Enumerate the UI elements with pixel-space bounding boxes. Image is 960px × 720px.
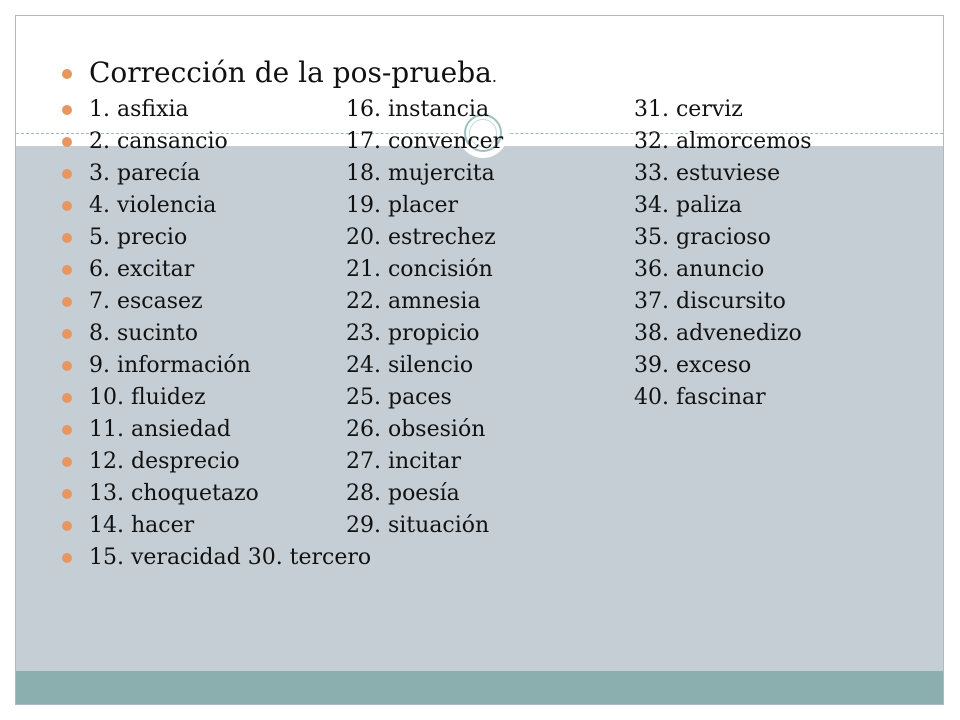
list-item: 36. anuncio bbox=[634, 257, 765, 282]
bullet-icon bbox=[62, 265, 72, 275]
bullet-icon bbox=[62, 361, 72, 371]
list-item: 18. mujercita bbox=[346, 161, 495, 186]
list-item: 34. paliza bbox=[634, 193, 742, 218]
list-item: 8. sucinto bbox=[89, 321, 199, 346]
bullet-icon bbox=[62, 553, 72, 563]
list-item: 32. almorcemos bbox=[634, 129, 812, 154]
list-item: 33. estuviese bbox=[634, 161, 781, 186]
bullet-icon bbox=[62, 201, 72, 211]
list-item: 29. situación bbox=[346, 513, 490, 538]
list-item: 5. precio bbox=[89, 225, 188, 250]
list-item: 10. fluidez bbox=[89, 385, 206, 410]
list-item: 16. instancia bbox=[346, 97, 490, 122]
list-item: 6. excitar bbox=[89, 257, 195, 282]
list-item: 13. choquetazo bbox=[89, 481, 259, 506]
bullet-icon bbox=[62, 329, 72, 339]
bullet-icon bbox=[62, 489, 72, 499]
list-item-last: 15. veracidad 30. tercero bbox=[89, 545, 372, 570]
list-item: 7. escasez bbox=[89, 289, 203, 314]
list-item: 26. obsesión bbox=[346, 417, 486, 442]
list-item: 38. advenedizo bbox=[634, 321, 802, 346]
list-item: 21. concisión bbox=[346, 257, 493, 282]
list-item: 37. discursito bbox=[634, 289, 786, 314]
title-text: Corrección de la pos-prueba bbox=[89, 56, 492, 89]
list-item: 20. estrechez bbox=[346, 225, 496, 250]
bullet-icon bbox=[62, 105, 72, 115]
list-item: 40. fascinar bbox=[634, 385, 766, 410]
list-item: 3. parecía bbox=[89, 161, 201, 186]
list-item: 31. cerviz bbox=[634, 97, 743, 122]
title-period: . bbox=[491, 67, 497, 86]
slide-title bbox=[89, 56, 497, 89]
bullet-icon bbox=[62, 457, 72, 467]
list-item: 19. placer bbox=[346, 193, 459, 218]
bullet-icon bbox=[62, 69, 72, 79]
bullet-icon bbox=[62, 521, 72, 531]
list-item: 17. convencer bbox=[346, 129, 504, 154]
list-item: 27. incitar bbox=[346, 449, 462, 474]
list-item: 12. desprecio bbox=[89, 449, 240, 474]
list-item: 2. cansancio bbox=[89, 129, 228, 154]
list-item: 22. amnesia bbox=[346, 289, 481, 314]
list-item: 4. violencia bbox=[89, 193, 217, 218]
list-item: 35. gracioso bbox=[634, 225, 771, 250]
bullet-icon bbox=[62, 297, 72, 307]
list-item: 9. información bbox=[89, 353, 251, 378]
bullet-icon bbox=[62, 233, 72, 243]
bullet-icon bbox=[62, 169, 72, 179]
bullet-icon bbox=[62, 137, 72, 147]
bullet-icon bbox=[62, 425, 72, 435]
list-item: 28. poesía bbox=[346, 481, 460, 506]
list-item: 23. propicio bbox=[346, 321, 480, 346]
list-item: 11. ansiedad bbox=[89, 417, 231, 442]
list-item: 39. exceso bbox=[634, 353, 752, 378]
list-item: 1. asfixia bbox=[89, 97, 189, 122]
list-item: 14. hacer bbox=[89, 513, 195, 538]
bullet-icon bbox=[62, 393, 72, 403]
list-item: 25. paces bbox=[346, 385, 452, 410]
list-item: 24. silencio bbox=[346, 353, 474, 378]
slide-footer-band bbox=[16, 671, 943, 705]
